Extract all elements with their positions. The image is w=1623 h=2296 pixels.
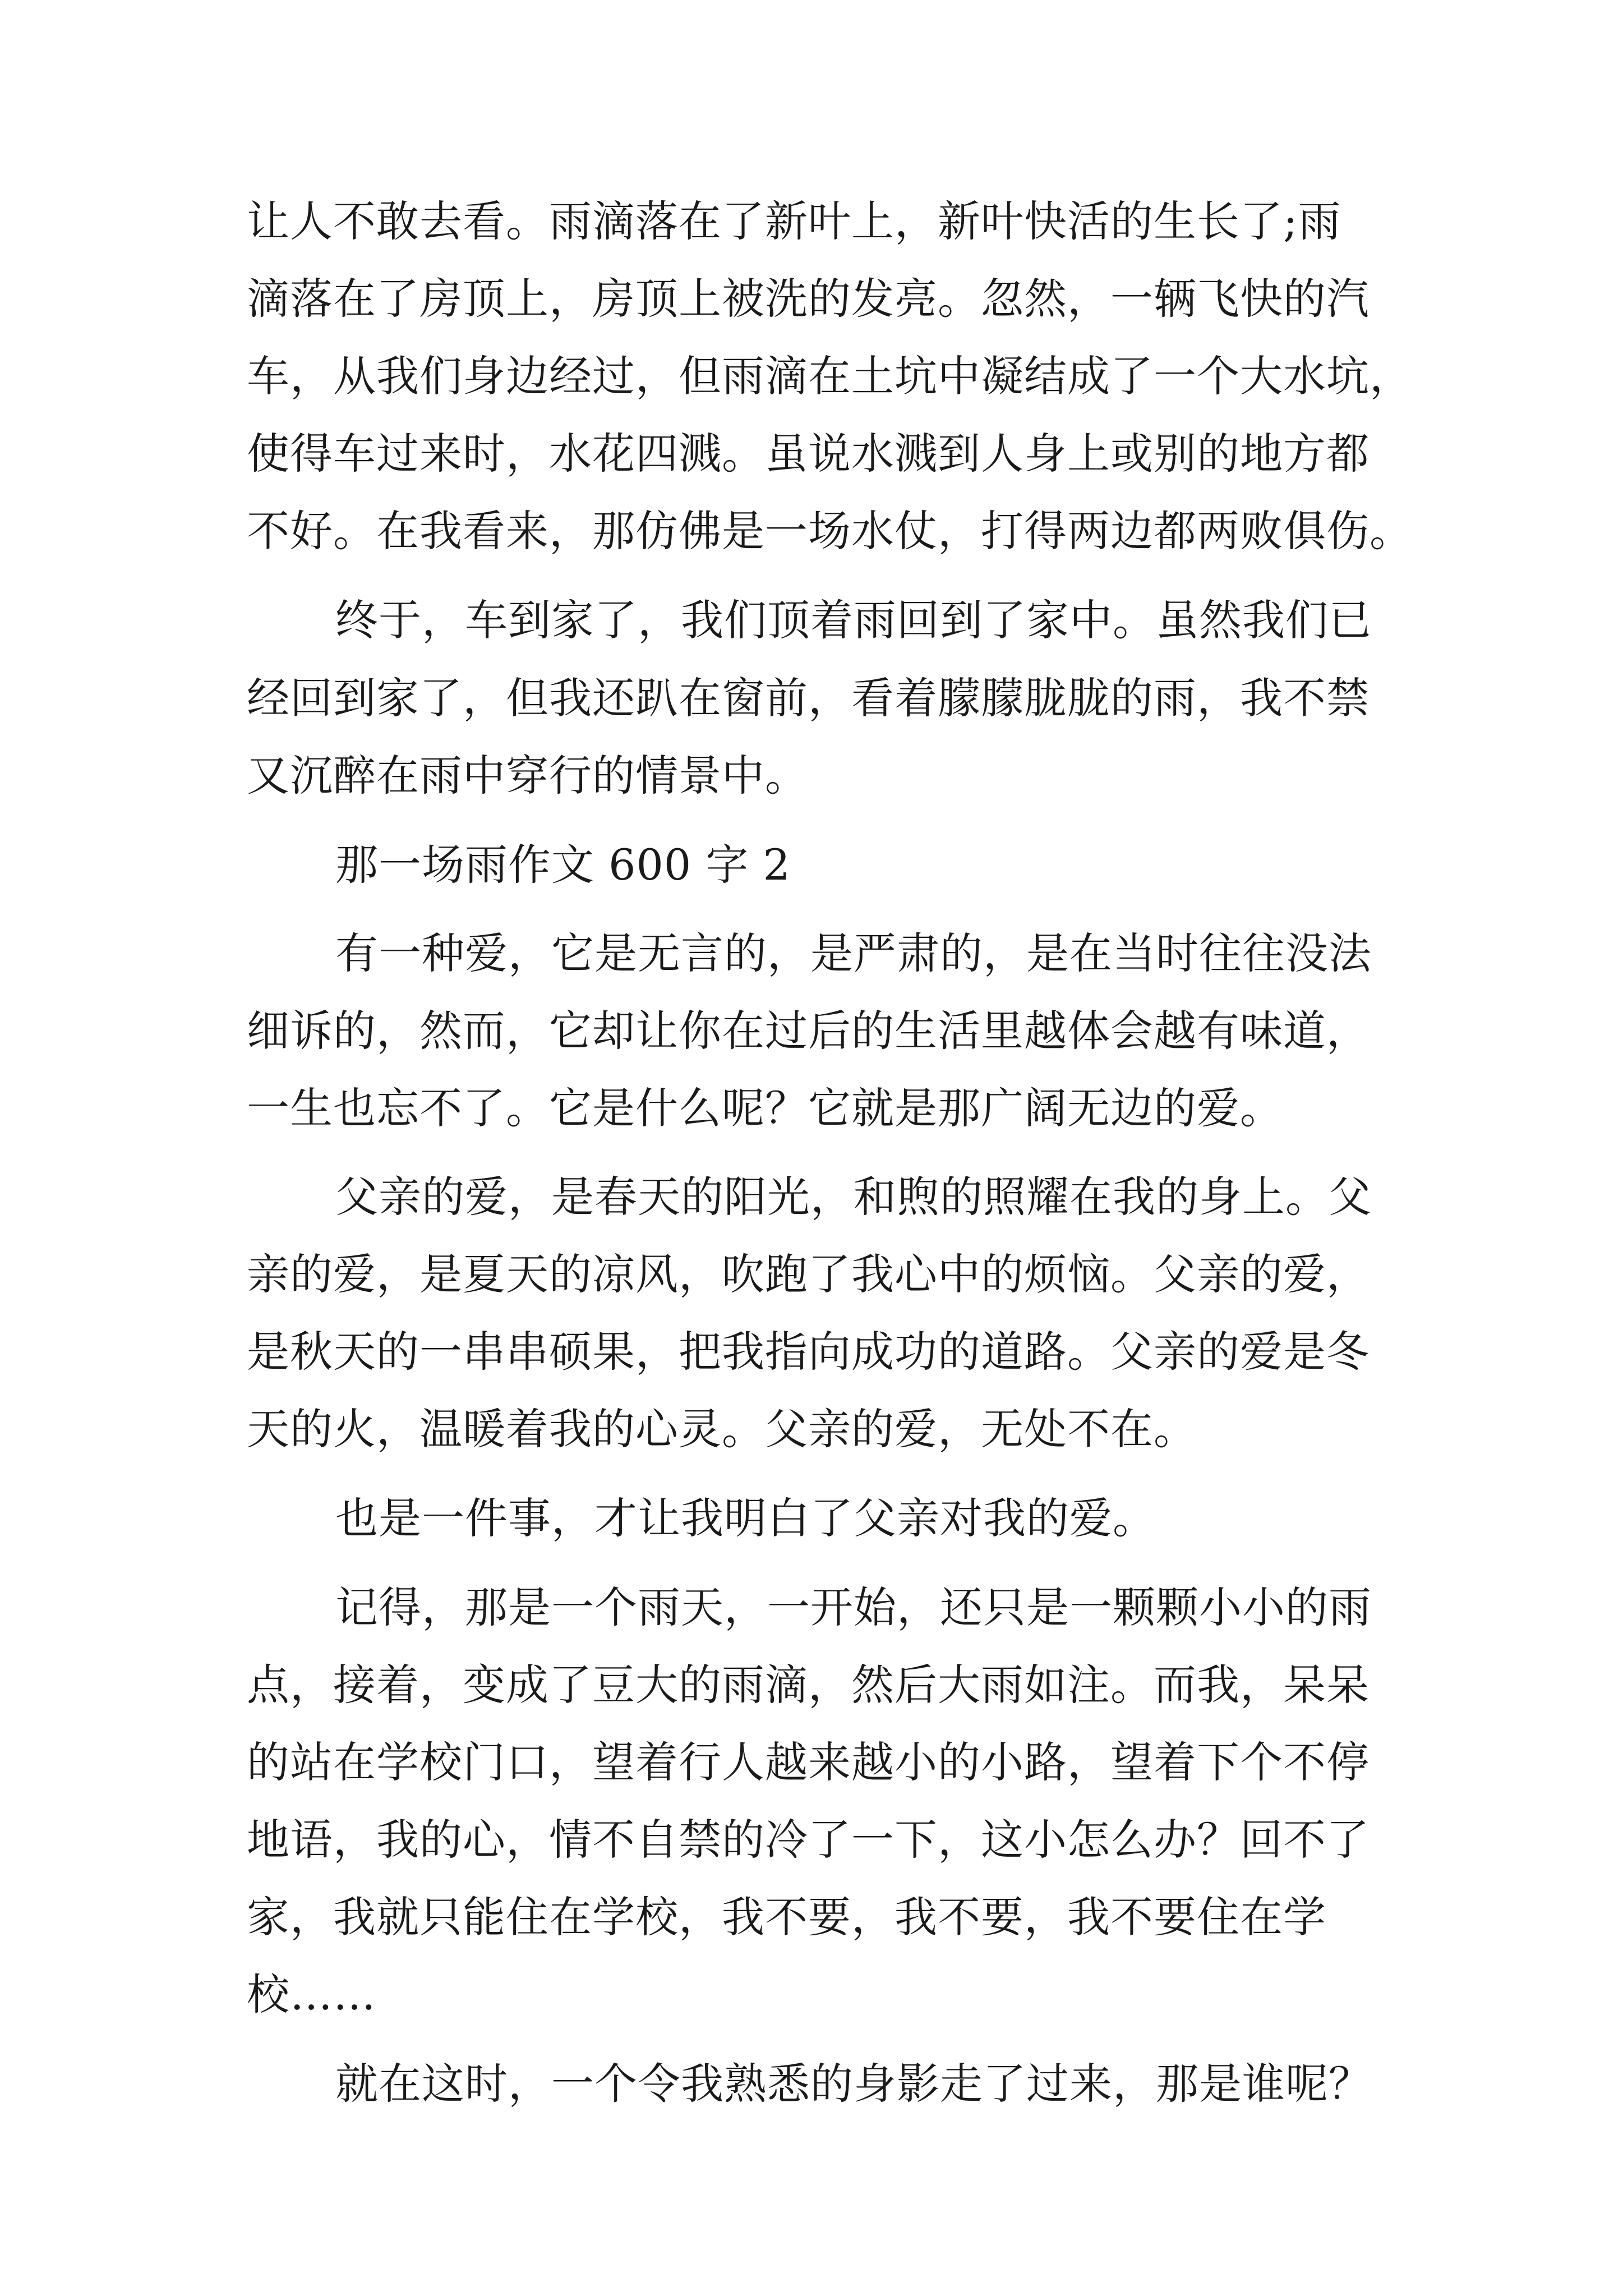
text-line: 一生也忘不了。它是什么呢？它就是那广阔无边的爱。 [247, 1083, 1283, 1133]
text-line: 家，我就只能住在学校，我不要，我不要，我不要住在学 [247, 1892, 1326, 1942]
text-line: 经回到家了，但我还趴在窗前，看着朦朦胧胧的雨，我不禁 [247, 673, 1370, 723]
text-line: 有一种爱，它是无言的，是严肃的，是在当时往往没法 [335, 928, 1372, 978]
text-line: 不好。在我看来，那仿佛是一场水仗，打得两边都两败俱伤。 [247, 506, 1413, 556]
text-line: 也是一件事，才让我明白了父亲对我的爱。 [335, 1493, 1156, 1543]
text-line: 使得车过来时，水花四溅。虽说水溅到人身上或别的地方都 [247, 429, 1370, 478]
text-line: 地语，我的心，情不自禁的冷了一下，这小怎么办？回不了 [247, 1815, 1370, 1865]
text-line: 校…… [247, 1970, 376, 2019]
text-line: 滴落在了房顶上，房顶上被洗的发亮。忽然，一辆飞快的汽 [247, 274, 1370, 324]
text-line: 点，接着，变成了豆大的雨滴，然后大雨如注。而我，呆呆 [247, 1660, 1370, 1710]
text-line: 又沉醉在雨中穿行的情景中。 [247, 751, 808, 800]
text-line: 的站在学校门口，望着行人越来越小的小路，望着下个不停 [247, 1737, 1370, 1787]
text-line: 车，从我们身边经过，但雨滴在土坑中凝结成了一个大水坑， [247, 351, 1413, 401]
text-line: 让人不敢去看。雨滴落在了新叶上，新叶快活的生长了;雨 [247, 196, 1341, 246]
section-heading: 那一场雨作文 600 字 2 [335, 840, 791, 890]
text-line: 就在这时，一个令我熟悉的身影走了过来，那是谁呢？ [335, 2059, 1372, 2109]
text-line: 记得，那是一个雨天，一开始，还只是一颗颗小小的雨 [335, 1582, 1372, 1632]
text-line: 终于，车到家了，我们顶着雨回到了家中。虽然我们已 [335, 595, 1372, 645]
text-line: 父亲的爱，是春天的阳光，和煦的照耀在我的身上。父 [335, 1172, 1372, 1222]
text-line: 天的火，温暖着我的心灵。父亲的爱，无处不在。 [247, 1404, 1197, 1454]
text-line: 细诉的，然而，它却让你在过后的生活里越体会越有味道， [247, 1006, 1370, 1056]
text-line: 是秋天的一串串硕果，把我指向成功的道路。父亲的爱是冬 [247, 1327, 1370, 1377]
text-line: 亲的爱，是夏天的凉风，吹跑了我心中的烦恼。父亲的爱， [247, 1249, 1370, 1299]
